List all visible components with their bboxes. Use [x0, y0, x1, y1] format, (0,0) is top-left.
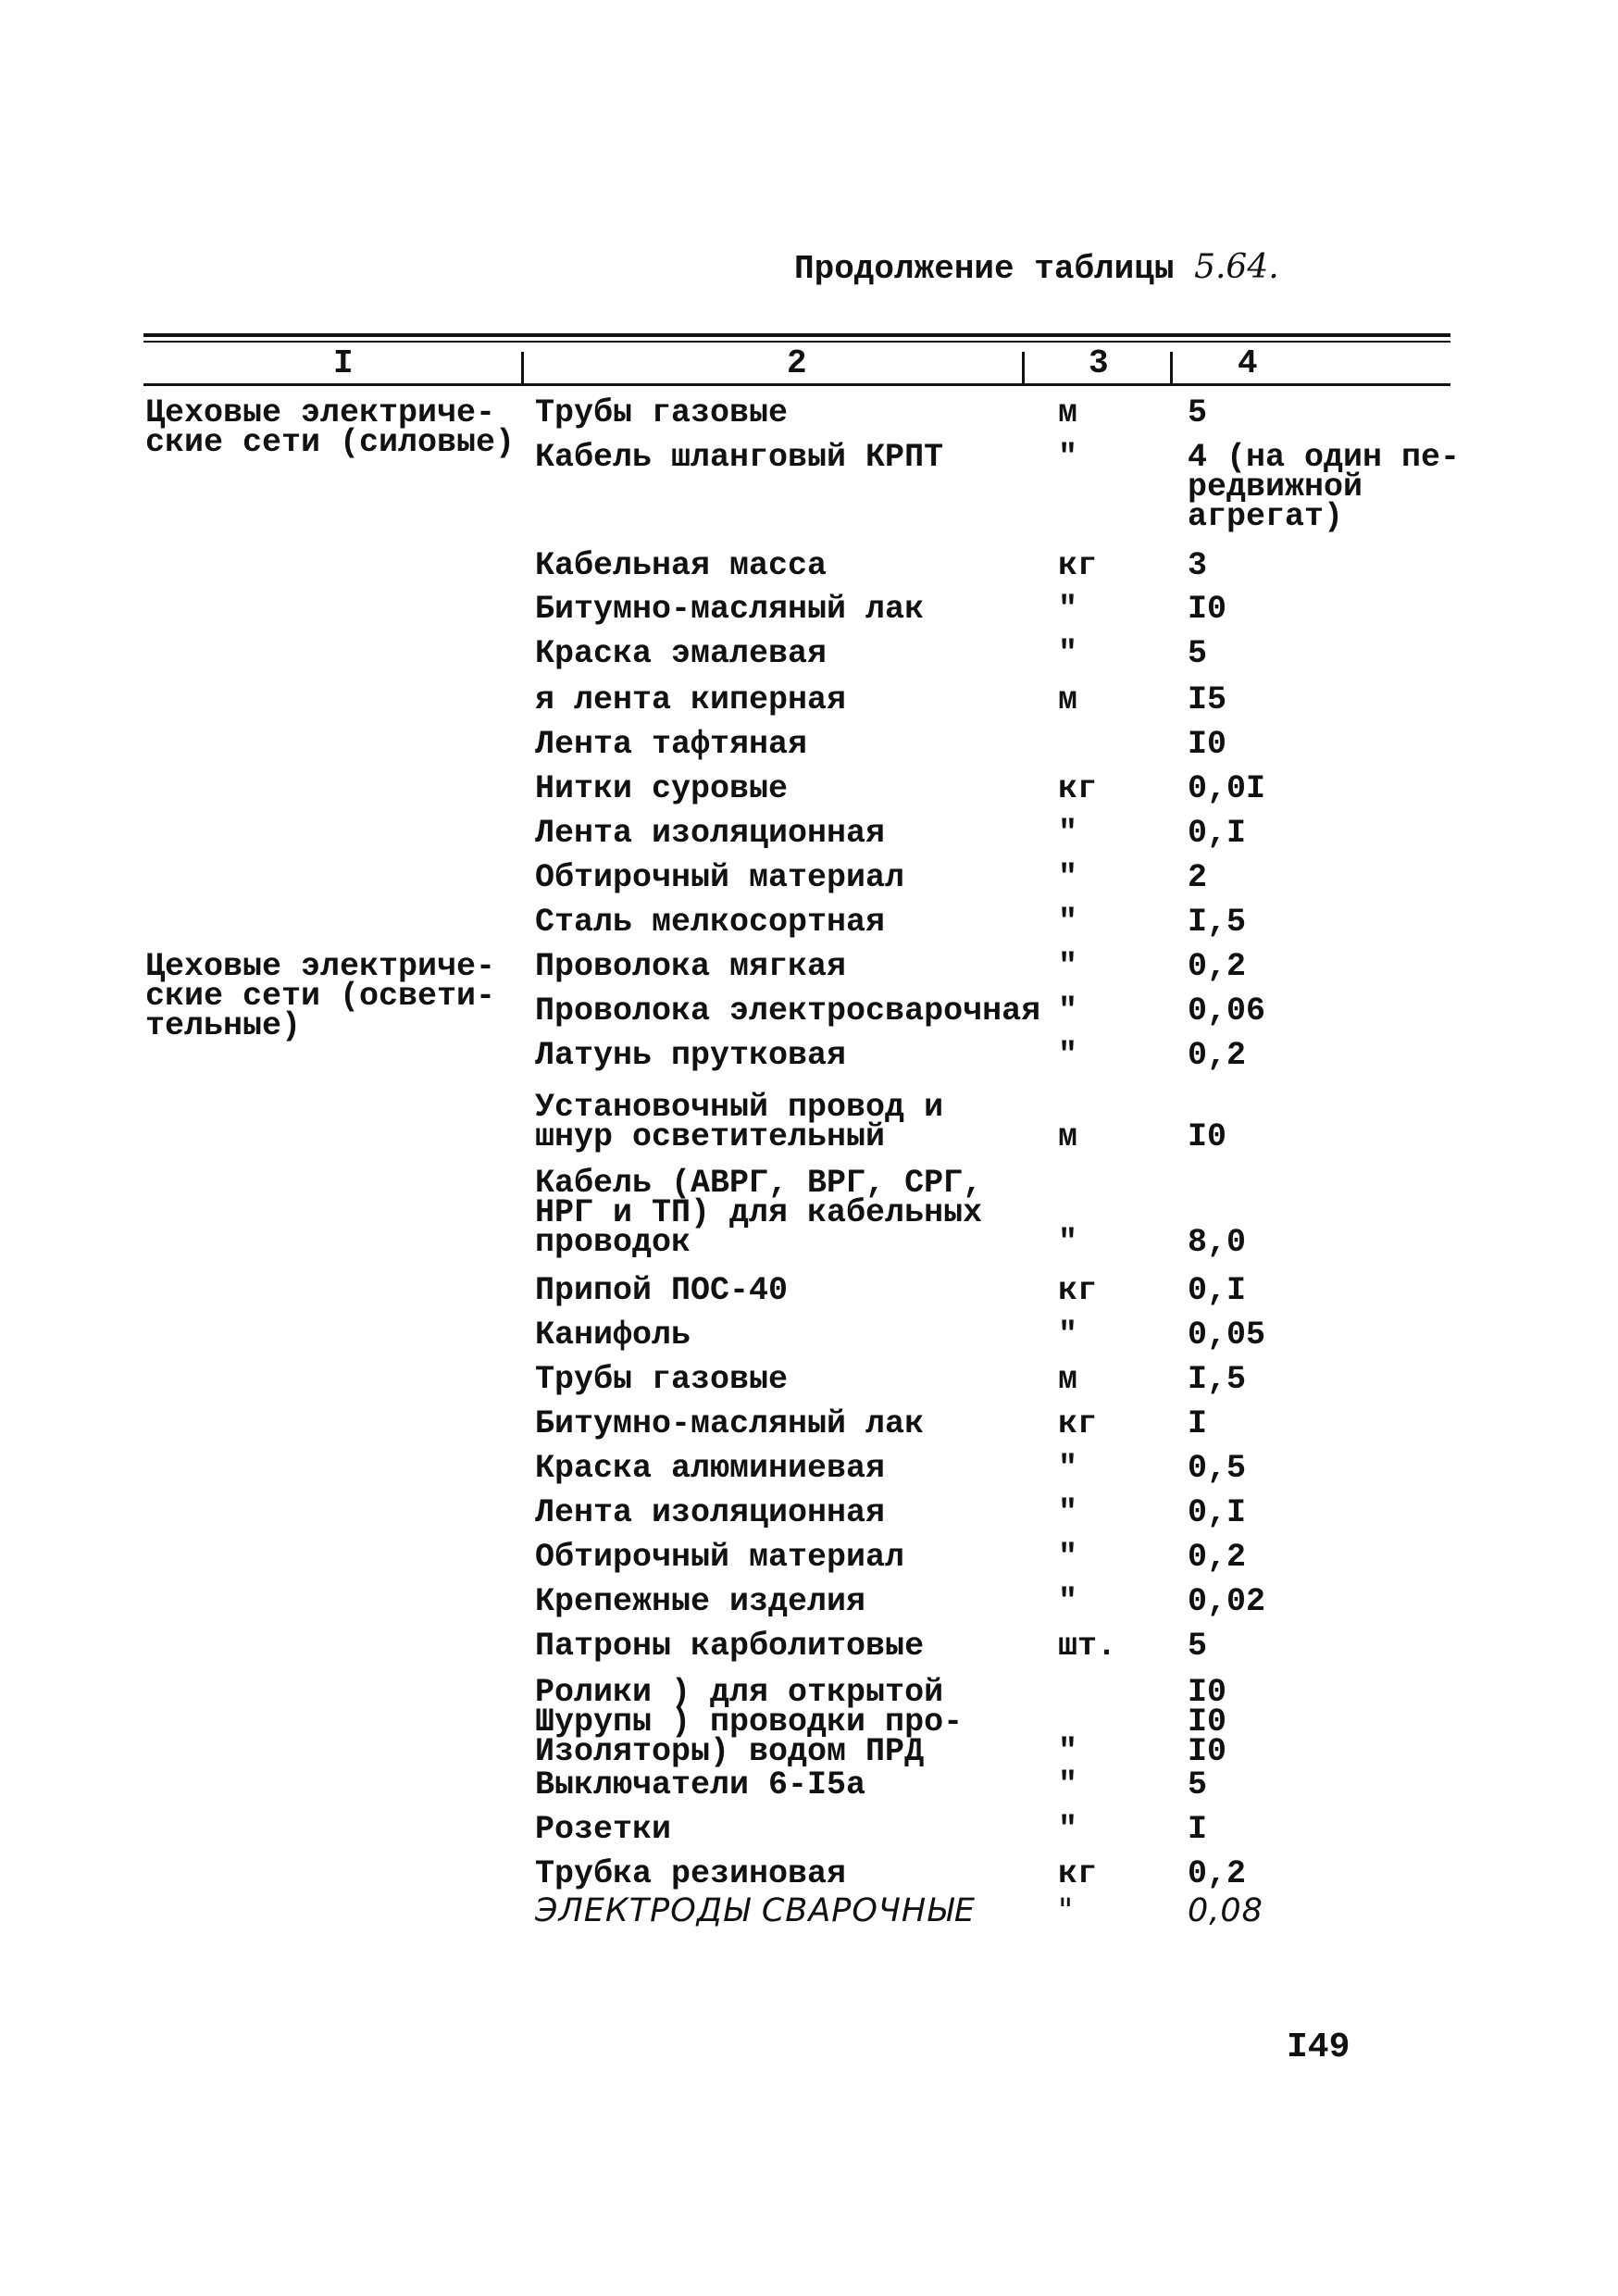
unit-cell: "	[1058, 948, 1078, 985]
unit-cell: "	[1058, 591, 1078, 628]
value-cell: 0,02	[1188, 1583, 1266, 1620]
material-name: Проволока мягкая	[535, 948, 847, 985]
value-cell: 0,I	[1188, 815, 1247, 852]
section-title: Цеховые электриче-	[145, 394, 496, 431]
material-name: Установочный провод и	[535, 1089, 944, 1126]
unit-cell: "	[1058, 635, 1078, 672]
page-number: I49	[1287, 2028, 1350, 2067]
material-name: Изоляторы) водом ПРД	[535, 1733, 925, 1770]
material-name: Патроны карболитовые	[535, 1628, 925, 1665]
value-cell: I,5	[1188, 1361, 1247, 1398]
unit-cell: кг	[1058, 1405, 1098, 1442]
value-cell: 0,06	[1188, 992, 1266, 1029]
value-cell: 8,0	[1188, 1224, 1247, 1261]
value-cell: I,5	[1188, 904, 1247, 941]
unit-cell: "	[1058, 859, 1078, 896]
table-header-rule	[143, 383, 1450, 386]
material-name: Ролики ) для открытой	[535, 1674, 944, 1711]
material-name: НРГ и ТП) для кабельных	[535, 1194, 983, 1231]
unit-cell: "	[1058, 1733, 1078, 1770]
value-cell: 0,2	[1188, 1037, 1247, 1074]
unit-cell: "	[1058, 1539, 1078, 1576]
material-name: Трубы газовые	[535, 394, 789, 431]
material-name: Розетки	[535, 1811, 672, 1848]
material-name: Шурупы ) проводки про-	[535, 1703, 964, 1741]
value-cell: 2	[1188, 859, 1208, 896]
material-name: проводок	[535, 1224, 691, 1261]
material-name: Припой ПОС-40	[535, 1272, 789, 1309]
material-name: я лента киперная	[535, 681, 847, 718]
material-name: Нитки суровые	[535, 770, 789, 807]
value-cell: 0,2	[1188, 1539, 1247, 1576]
header-separator	[1170, 352, 1173, 383]
unit-cell: "	[1058, 1316, 1078, 1354]
material-name: Латунь прутковая	[535, 1037, 847, 1074]
material-name: Краска эмалевая	[535, 635, 828, 672]
section-title: Цеховые электриче-	[145, 948, 496, 985]
material-name: Сталь мелкосортная	[535, 904, 886, 941]
value-cell: 5	[1188, 394, 1208, 431]
header-col-3: 3	[1089, 344, 1109, 382]
material-name: шнур осветительный	[535, 1118, 886, 1155]
value-cell: I5	[1188, 681, 1227, 718]
value-cell: 0,08	[1188, 1892, 1263, 1929]
value-cell: 5	[1188, 1628, 1208, 1665]
value-cell: 0,2	[1188, 1855, 1247, 1892]
table-caption	[794, 248, 1279, 288]
value-cell: 0,5	[1188, 1450, 1247, 1487]
unit-cell: "	[1058, 1583, 1078, 1620]
material-name: Лента изоляционная	[535, 815, 886, 852]
section-title: тельные)	[145, 1007, 302, 1044]
value-cell: 0,I	[1188, 1272, 1247, 1309]
unit-cell: "	[1058, 1224, 1078, 1261]
value-cell: I0	[1188, 1703, 1227, 1741]
header-separator	[521, 352, 524, 383]
unit-cell: м	[1058, 1118, 1078, 1155]
material-name: Кабельная масса	[535, 547, 828, 584]
material-name: ЭЛЕКТРОДЫ СВАРОЧНЫЕ	[535, 1892, 976, 1929]
value-cell: 0,05	[1188, 1316, 1266, 1354]
material-name: Трубы газовые	[535, 1361, 789, 1398]
value-cell: I	[1188, 1811, 1208, 1848]
section-title: ские сети (освети-	[145, 978, 496, 1015]
material-name: Обтирочный материал	[535, 1539, 905, 1576]
value-cell: агрегат)	[1188, 498, 1344, 535]
header-col-4: 4	[1238, 344, 1258, 382]
unit-cell: "	[1058, 1811, 1078, 1848]
material-name: Кабель (АВРГ, ВРГ, СРГ,	[535, 1165, 983, 1202]
unit-cell: "	[1058, 1892, 1075, 1929]
value-cell: 0,I	[1188, 1494, 1247, 1531]
material-name: Канифоль	[535, 1316, 691, 1354]
unit-cell: "	[1058, 992, 1078, 1029]
unit-cell: "	[1058, 1450, 1078, 1487]
unit-cell: м	[1058, 394, 1078, 431]
material-name: Лента изоляционная	[535, 1494, 886, 1531]
unit-cell: кг	[1058, 547, 1098, 584]
value-cell: редвижной	[1188, 468, 1363, 505]
unit-cell: кг	[1058, 1272, 1098, 1309]
material-name: Битумно-масляный лак	[535, 591, 925, 628]
value-cell: I	[1188, 1405, 1208, 1442]
unit-cell: "	[1058, 439, 1078, 476]
material-name: Битумно-масляный лак	[535, 1405, 925, 1442]
value-cell: 5	[1188, 635, 1208, 672]
value-cell: 4 (на один пе-	[1188, 439, 1461, 476]
header-col-1: I	[333, 344, 354, 382]
material-name: Лента тафтяная	[535, 726, 808, 763]
value-cell: I0	[1188, 1118, 1227, 1155]
material-name: Обтирочный материал	[535, 859, 905, 896]
value-cell: 3	[1188, 547, 1208, 584]
section-title: ские сети (силовые)	[145, 424, 516, 461]
value-cell: I0	[1188, 1674, 1227, 1711]
value-cell: I0	[1188, 726, 1227, 763]
material-name: Выключатели 6-I5а	[535, 1766, 866, 1803]
value-cell: 0,2	[1188, 948, 1247, 985]
header-col-2: 2	[787, 344, 807, 382]
material-name: Крепежные изделия	[535, 1583, 866, 1620]
header-separator	[1022, 352, 1025, 383]
material-name: Трубка резиновая	[535, 1855, 847, 1892]
unit-cell: кг	[1058, 770, 1098, 807]
caption-text: Продолжение таблицы	[794, 250, 1175, 288]
unit-cell: м	[1058, 681, 1078, 718]
table-number: 5.64.	[1194, 248, 1279, 286]
unit-cell: шт.	[1058, 1628, 1117, 1665]
material-name: Краска алюминиевая	[535, 1450, 886, 1487]
unit-cell: "	[1058, 1037, 1078, 1074]
material-name: Проволока электросварочная	[535, 992, 1041, 1029]
unit-cell: "	[1058, 904, 1078, 941]
value-cell: 0,0I	[1188, 770, 1266, 807]
unit-cell: "	[1058, 1766, 1078, 1803]
value-cell: I0	[1188, 1733, 1227, 1770]
unit-cell: кг	[1058, 1855, 1098, 1892]
unit-cell: "	[1058, 815, 1078, 852]
table-top-rule	[143, 333, 1450, 337]
unit-cell: "	[1058, 1494, 1078, 1531]
value-cell: 5	[1188, 1766, 1208, 1803]
value-cell: I0	[1188, 591, 1227, 628]
material-name: Кабель шланговый КРПТ	[535, 439, 944, 476]
unit-cell: м	[1058, 1361, 1078, 1398]
table-top-rule-thin	[143, 341, 1450, 343]
